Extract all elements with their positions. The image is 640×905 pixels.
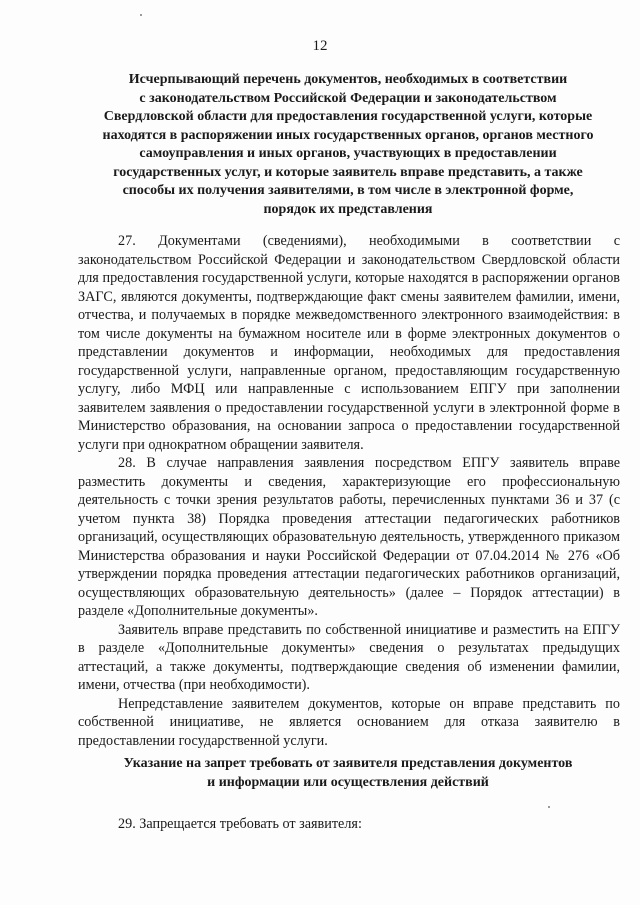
- heading-line: Свердловской области для предоставления государственной услуги, которые: [103, 109, 593, 124]
- heading-line: с законодательством Российской Федерации и законодательством: [139, 90, 557, 106]
- section-heading-documents-list: [70, 71, 626, 219]
- heading-line: самоуправления и иных органов, участвующих в предоставлении: [139, 146, 557, 161]
- paragraph-own-initiative: Заявитель вправе представить по собственной инициативе и разместить на ЕПГУ в разделе «Дополнительные документы» сведения о результатах предыдущих аттестаций, а также документы, подтверждающие сведения об изменении фамилии, имени, отчества (при необходимости).: [78, 621, 620, 693]
- scan-speck: [548, 806, 550, 808]
- paragraph-28: 28. В случае направления заявления посредством ЕПГУ заявитель вправе разместить документы и сведения, характеризующие его профессиональную деятельность с точки зрения результатов работы, перечисленных пунктами 36 и 37 (с учетом пункта 38) Порядка проведения аттестации педагогических работников организаций, осуществляющих образовательную деятельность, утвержденного приказом Министерства образования и науки Российской Федерации от 07.04.2014 № 276 «Об утверждении порядка проведения аттестации педагогических работников организаций, осуществляющих образовательную деятельность» (далее – Порядок аттестации) в разделе «Дополнительные документы».: [78, 455, 620, 619]
- heading-line: порядок их представления: [263, 201, 433, 217]
- paragraph-29: 29. Запрещается требовать от заявителя:: [118, 816, 362, 832]
- heading-line: государственных услуг, и которые заявитель вправе представить, а также: [113, 164, 583, 180]
- section-2-body: [78, 815, 620, 834]
- heading-line: Исчерпывающий перечень документов, необходимых в соответствии: [128, 72, 568, 87]
- heading-line: способы их получения заявителями, в том числе в электронной форме,: [122, 183, 574, 198]
- scan-speck: [140, 14, 142, 16]
- section-1-body: [78, 232, 620, 750]
- heading-line: Указание на запрет требовать от заявителя представления документов: [123, 756, 573, 771]
- heading-line: находятся в распоряжении иных государственных органов, органов местного: [102, 127, 594, 143]
- paragraph-27: 27. Документами (сведениями), необходимыми в соответствии с законодательством Российской Федерации и законодательством Свердловской области для предоставления государственной услуги, которые находятся в распоряжении органов ЗАГС, являются документы, подтверждающие факт смены заявителем фамилии, имени, отчества, и получаемых в порядке межведомственного электронного взаимодействия: в том числе документы на бумажном носителе или в форме электронных документов о представлении документов и информации, необходимых для предоставления государственной услуги, направленные органом, предоставляющим государственную услугу, либо МФЦ или направленные с использованием ЕПГУ при заполнении заявителем заявления о предоставлении государственной услуги в электронной форме в Министерство образования, на основании запроса о предоставлении государственной услуги при однократном обращении заявителя.: [78, 233, 620, 453]
- heading-line: и информации или осуществления действий: [207, 774, 489, 790]
- section-heading-prohibition: [70, 755, 626, 792]
- paragraph-non-submission: Непредставление заявителем документов, которые он вправе представить по собственной инициативе, не является основанием для отказа заявителю в предоставлении государственной услуги.: [78, 695, 620, 749]
- page-number: 12: [312, 38, 328, 54]
